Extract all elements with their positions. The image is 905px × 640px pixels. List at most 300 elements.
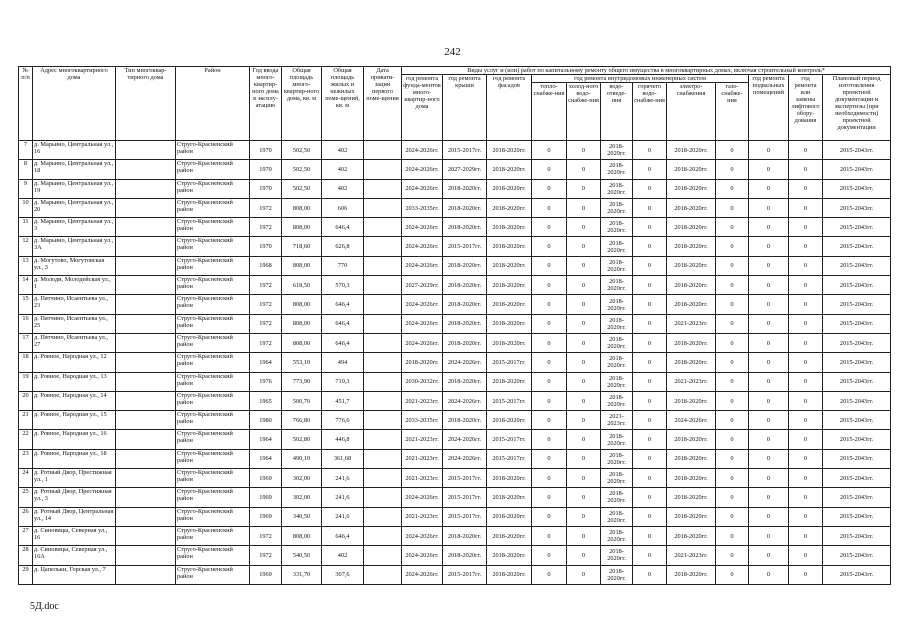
table-row [19,507,891,526]
district-cell: Струго-Красненский район [176,276,250,295]
electric-cell: 2018-2020гг. [667,488,716,507]
address-cell: д. Ровное, Народная ул., 12 [33,353,116,372]
foundation-cell: 2024-2026гг. [402,179,443,198]
year-cell: 1972 [250,546,282,565]
hot-water-cell: 0 [633,353,667,372]
roof-cell: 2018-2020гг. [443,372,487,391]
row-number: 22 [19,430,33,449]
table-row [19,449,891,468]
address-cell: д. Марьино, Центральная ул., 20 [33,198,116,217]
hot-water-cell: 0 [633,141,667,160]
year-cell: 1964 [250,353,282,372]
electric-cell: 2021-2023гг. [667,372,716,391]
cold-water-cell: 0 [567,546,601,565]
facade-cell: 2018-2020гг. [487,237,532,256]
total-area-cell: 808,00 [282,256,322,275]
address-cell: д. Пятчино, Исаентьева ул., 25 [33,314,116,333]
table-row [19,179,891,198]
roof-cell: 2024-2026гг. [443,430,487,449]
electric-cell: 2018-2020гг. [667,469,716,488]
foundation-cell: 2033-2035гг. [402,411,443,430]
address-cell: д. Синовицы, Северная ул., 16А [33,546,116,565]
district-cell: Струго-Красненский район [176,198,250,217]
drainage-cell: 2018-2020гг. [601,469,633,488]
year-cell: 1969 [250,507,282,526]
privatization-cell [364,218,402,237]
privatization-cell [364,179,402,198]
privatization-cell [364,198,402,217]
electric-cell: 2018-2020гг. [667,353,716,372]
electric-cell: 2018-2020гг. [667,391,716,410]
year-cell: 1972 [250,333,282,352]
planned-period-cell: 2015-2043гг. [823,160,891,179]
address-cell: д. Ротный Двор, Центральная ул., 14 [33,507,116,526]
gas-cell: 0 [716,198,749,217]
table-row [19,565,891,584]
gas-cell: 0 [716,141,749,160]
total-area-cell: 490,10 [282,449,322,468]
house-type-cell [116,198,176,217]
basement-cell: 0 [749,430,789,449]
drainage-cell: 2018-2020гг. [601,507,633,526]
electric-cell: 2018-2020гг. [667,333,716,352]
planned-period-cell: 2015-2043гг. [823,295,891,314]
cold-water-cell: 0 [567,141,601,160]
header-address: Адрес многоквартирного дома [33,67,116,141]
total-area-cell: 808,00 [282,295,322,314]
hot-water-cell: 0 [633,198,667,217]
table-row [19,353,891,372]
electric-cell: 2018-2020гг. [667,256,716,275]
table-row [19,276,891,295]
electric-cell: 2018-2020гг. [667,449,716,468]
district-cell: Струго-Красненский район [176,507,250,526]
table-row [19,546,891,565]
hot-water-cell: 0 [633,488,667,507]
year-cell: 1970 [250,160,282,179]
heating-cell: 0 [532,507,567,526]
header-year: Год ввода много-квартир-ного дома в эксплу-атацию [250,67,282,141]
planned-period-cell: 2015-2043гг. [823,430,891,449]
row-number: 27 [19,526,33,545]
address-cell: д. Ровное, Народная ул., 16 [33,430,116,449]
privatization-cell [364,526,402,545]
hot-water-cell: 0 [633,314,667,333]
elevator-cell: 0 [789,546,823,565]
roof-cell: 2015-2017гг. [443,469,487,488]
foundation-cell: 2021-2023гг. [402,430,443,449]
cold-water-cell: 0 [567,237,601,256]
foundation-cell: 2024-2026гг. [402,160,443,179]
facade-cell: 2018-2020гг. [487,256,532,275]
heating-cell: 0 [532,276,567,295]
drainage-cell: 2018-2020гг. [601,353,633,372]
total-area-cell: 766,80 [282,411,322,430]
cold-water-cell: 0 [567,526,601,545]
privatization-cell [364,488,402,507]
privatization-cell [364,430,402,449]
address-cell: д. Ровное, Народная ул., 18 [33,449,116,468]
table-row [19,391,891,410]
table-row [19,160,891,179]
cold-water-cell: 0 [567,430,601,449]
residential-area-cell: 241,6 [322,469,364,488]
facade-cell: 2018-2020гг. [487,333,532,352]
drainage-cell: 2018-2020гг. [601,391,633,410]
facade-cell: 2018-2020гг. [487,295,532,314]
facade-cell: 2018-2020гг. [487,314,532,333]
basement-cell: 0 [749,295,789,314]
row-number: 8 [19,160,33,179]
house-type-cell [116,546,176,565]
row-number: 14 [19,276,33,295]
district-cell: Струго-Красненский район [176,372,250,391]
row-number: 21 [19,411,33,430]
table-row [19,314,891,333]
roof-cell: 2024-2026гг. [443,353,487,372]
year-cell: 1972 [250,295,282,314]
drainage-cell: 2018-2020гг. [601,333,633,352]
privatization-cell [364,276,402,295]
roof-cell: 2015-2017гг. [443,237,487,256]
drainage-cell: 2018-2020гг. [601,295,633,314]
basement-cell: 0 [749,141,789,160]
address-cell: д. Марьино, Центральная ул., 18 [33,160,116,179]
year-cell: 1972 [250,218,282,237]
heating-cell: 0 [532,565,567,584]
roof-cell: 2018-2020гг. [443,256,487,275]
district-cell: Струго-Красненский район [176,295,250,314]
cold-water-cell: 0 [567,353,601,372]
district-cell: Струго-Красненский район [176,333,250,352]
foundation-cell: 2024-2026гг. [402,141,443,160]
elevator-cell: 0 [789,141,823,160]
privatization-cell [364,353,402,372]
row-number: 11 [19,218,33,237]
hot-water-cell: 0 [633,160,667,179]
planned-period-cell: 2015-2043гг. [823,411,891,430]
address-cell: д. Ровное, Народная ул., 15 [33,411,116,430]
total-area-cell: 331,70 [282,565,322,584]
year-cell: 1972 [250,276,282,295]
heating-cell: 0 [532,469,567,488]
drainage-cell: 2018-2020гг. [601,565,633,584]
basement-cell: 0 [749,507,789,526]
residential-area-cell: 494 [322,353,364,372]
total-area-cell: 808,00 [282,314,322,333]
district-cell: Струго-Красненский район [176,430,250,449]
total-area-cell: 302,00 [282,488,322,507]
privatization-cell [364,391,402,410]
year-cell: 1976 [250,372,282,391]
cold-water-cell: 0 [567,372,601,391]
house-type-cell [116,295,176,314]
district-cell: Струго-Красненский район [176,353,250,372]
drainage-cell: 2018-2020гг. [601,160,633,179]
district-cell: Струго-Красненский район [176,488,250,507]
hot-water-cell: 0 [633,449,667,468]
foundation-cell: 2024-2026гг. [402,333,443,352]
residential-area-cell: 606 [322,198,364,217]
address-cell: д. Пятчино, Исаентьева ул., 23 [33,295,116,314]
header-cold-water: холод-ного водо-снабже-ния [567,83,601,141]
electric-cell: 2018-2020гг. [667,179,716,198]
address-cell: д. Ровное, Народная ул., 14 [33,391,116,410]
cold-water-cell: 0 [567,160,601,179]
row-number: 28 [19,546,33,565]
electric-cell: 2021-2023гг. [667,314,716,333]
address-cell: д. Марьино, Центральная ул., 16 [33,141,116,160]
elevator-cell: 0 [789,391,823,410]
electric-cell: 2021-2023гг. [667,546,716,565]
foundation-cell: 2021-2023гг. [402,507,443,526]
row-number: 13 [19,256,33,275]
roof-cell: 2018-2020гг. [443,198,487,217]
residential-area-cell: 361,68 [322,449,364,468]
drainage-cell: 2018-2020гг. [601,141,633,160]
hot-water-cell: 0 [633,237,667,256]
row-number: 7 [19,141,33,160]
address-cell: д. Пятчино, Исаентьева ул., 27 [33,333,116,352]
facade-cell: 2018-2020гг. [487,546,532,565]
elevator-cell: 0 [789,276,823,295]
house-type-cell [116,469,176,488]
drainage-cell: 2018-2020гг. [601,237,633,256]
basement-cell: 0 [749,391,789,410]
header-drainage: водо-отведе-ния [601,83,633,141]
row-number: 18 [19,353,33,372]
address-cell: д. Молоди, Молодейская ул., 1 [33,276,116,295]
district-cell: Струго-Красненский район [176,526,250,545]
gas-cell: 0 [716,256,749,275]
basement-cell: 0 [749,372,789,391]
elevator-cell: 0 [789,449,823,468]
cold-water-cell: 0 [567,488,601,507]
address-cell: д. Марьино, Центральная ул., 19 [33,179,116,198]
hot-water-cell: 0 [633,391,667,410]
house-type-cell [116,391,176,410]
residential-area-cell: 646,4 [322,218,364,237]
row-number: 10 [19,198,33,217]
drainage-cell: 2018-2020гг. [601,218,633,237]
facade-cell: 2018-2020гг. [487,160,532,179]
total-area-cell: 718,60 [282,237,322,256]
drainage-cell: 2021-2023гг. [601,411,633,430]
year-cell: 1964 [250,430,282,449]
foundation-cell: 2018-2020гг. [402,353,443,372]
drainage-cell: 2018-2020гг. [601,526,633,545]
facade-cell: 2015-2017гг. [487,430,532,449]
table-row [19,469,891,488]
gas-cell: 0 [716,488,749,507]
year-cell: 1972 [250,526,282,545]
table-row [19,333,891,352]
row-number: 19 [19,372,33,391]
foundation-cell: 2024-2026гг. [402,295,443,314]
elevator-cell: 0 [789,526,823,545]
row-number: 26 [19,507,33,526]
header-heating: тепло-снабже-ния [532,83,567,141]
basement-cell: 0 [749,218,789,237]
basement-cell: 0 [749,565,789,584]
total-area-cell: 553,10 [282,353,322,372]
elevator-cell: 0 [789,488,823,507]
privatization-cell [364,411,402,430]
total-area-cell: 502,80 [282,430,322,449]
header-basement: год ремонта подвальных помещений [749,75,789,141]
basement-cell: 0 [749,256,789,275]
row-number: 25 [19,488,33,507]
planned-period-cell: 2015-2043гг. [823,256,891,275]
cold-water-cell: 0 [567,565,601,584]
address-cell: д. Синовицы, Северная ул., 16 [33,526,116,545]
header-systems-group: год ремонта внутридомовых инженерных систем [532,75,749,83]
row-number: 23 [19,449,33,468]
drainage-cell: 2018-2020гг. [601,314,633,333]
hot-water-cell: 0 [633,526,667,545]
electric-cell: 2018-2020гг. [667,507,716,526]
foundation-cell: 2024-2026гг. [402,218,443,237]
facade-cell: 2018-2020гг. [487,507,532,526]
table-row [19,372,891,391]
year-cell: 1972 [250,314,282,333]
district-cell: Струго-Красненский район [176,179,250,198]
drainage-cell: 2018-2020гг. [601,449,633,468]
header-num: № п/п [19,67,33,141]
planned-period-cell: 2015-2043гг. [823,179,891,198]
elevator-cell: 0 [789,469,823,488]
cold-water-cell: 0 [567,314,601,333]
roof-cell: 2018-2020гг. [443,333,487,352]
foundation-cell: 2021-2023гг. [402,449,443,468]
district-cell: Струго-Красненский район [176,237,250,256]
basement-cell: 0 [749,314,789,333]
roof-cell: 2024-2026гг. [443,391,487,410]
heating-cell: 0 [532,546,567,565]
residential-area-cell: 402 [322,160,364,179]
electric-cell: 2018-2020гг. [667,237,716,256]
roof-cell: 2018-2020гг. [443,295,487,314]
address-cell: д. Ротный Двор, Престижная ул., 1 [33,469,116,488]
cold-water-cell: 0 [567,218,601,237]
facade-cell: 2015-2017гг. [487,449,532,468]
privatization-cell [364,237,402,256]
gas-cell: 0 [716,160,749,179]
foundation-cell: 2027-2029гг. [402,276,443,295]
year-cell: 1964 [250,449,282,468]
cold-water-cell: 0 [567,295,601,314]
heating-cell: 0 [532,295,567,314]
planned-period-cell: 2015-2043гг. [823,469,891,488]
address-cell: д. Марьино, Центральная ул., 3А [33,237,116,256]
district-cell: Струго-Красненский район [176,391,250,410]
gas-cell: 0 [716,526,749,545]
table-row [19,218,891,237]
foundation-cell: 2024-2026гг. [402,546,443,565]
hot-water-cell: 0 [633,256,667,275]
residential-area-cell: 446,8 [322,430,364,449]
cold-water-cell: 0 [567,333,601,352]
total-area-cell: 502,50 [282,179,322,198]
heating-cell: 0 [532,391,567,410]
facade-cell: 2018-2020гг. [487,488,532,507]
row-number: 29 [19,565,33,584]
heating-cell: 0 [532,160,567,179]
electric-cell: 2018-2020гг. [667,218,716,237]
basement-cell: 0 [749,353,789,372]
facade-cell: 2018-2020гг. [487,276,532,295]
foundation-cell: 2024-2026гг. [402,256,443,275]
foundation-cell: 2024-2026гг. [402,314,443,333]
house-type-cell [116,449,176,468]
roof-cell: 2018-2020гг. [443,526,487,545]
cold-water-cell: 0 [567,198,601,217]
residential-area-cell: 646,4 [322,333,364,352]
table-row [19,198,891,217]
year-cell: 1969 [250,469,282,488]
privatization-cell [364,295,402,314]
planned-period-cell: 2015-2043гг. [823,141,891,160]
table-row [19,430,891,449]
house-type-cell [116,179,176,198]
gas-cell: 0 [716,295,749,314]
drainage-cell: 2018-2020гг. [601,372,633,391]
facade-cell: 2018-2020гг. [487,372,532,391]
basement-cell: 0 [749,546,789,565]
basement-cell: 0 [749,237,789,256]
year-cell: 1972 [250,198,282,217]
planned-period-cell: 2015-2043гг. [823,237,891,256]
privatization-cell [364,565,402,584]
year-cell: 1969 [250,488,282,507]
header-total-area: Общая площадь много-квартир-ного дома, кв. м [282,67,322,141]
cold-water-cell: 0 [567,411,601,430]
electric-cell: 2018-2020гг. [667,141,716,160]
residential-area-cell: 770 [322,256,364,275]
basement-cell: 0 [749,276,789,295]
elevator-cell: 0 [789,218,823,237]
elevator-cell: 0 [789,372,823,391]
heating-cell: 0 [532,333,567,352]
header-residential-area: Общая площадь жилых и нежилых поме-щений, кв. м [322,67,364,141]
roof-cell: 2018-2020гг. [443,411,487,430]
drainage-cell: 2018-2020гг. [601,488,633,507]
roof-cell: 2015-2017гг. [443,141,487,160]
basement-cell: 0 [749,411,789,430]
gas-cell: 0 [716,411,749,430]
basement-cell: 0 [749,333,789,352]
roof-cell: 2018-2020гг. [443,179,487,198]
planned-period-cell: 2015-2043гг. [823,546,891,565]
privatization-cell [364,546,402,565]
facade-cell: 2015-2017гг. [487,391,532,410]
page-number: 242 [444,46,461,58]
total-area-cell: 808,00 [282,333,322,352]
header-district: Район [176,67,250,141]
roof-cell: 2015-2017гг. [443,488,487,507]
row-number: 17 [19,333,33,352]
planned-period-cell: 2015-2043гг. [823,507,891,526]
planned-period-cell: 2015-2043гг. [823,488,891,507]
privatization-cell [364,314,402,333]
hot-water-cell: 0 [633,372,667,391]
facade-cell: 2018-2020гг. [487,218,532,237]
row-number: 12 [19,237,33,256]
header-roof: год ремонта крыши [443,75,487,141]
gas-cell: 0 [716,372,749,391]
house-type-cell [116,565,176,584]
hot-water-cell: 0 [633,276,667,295]
